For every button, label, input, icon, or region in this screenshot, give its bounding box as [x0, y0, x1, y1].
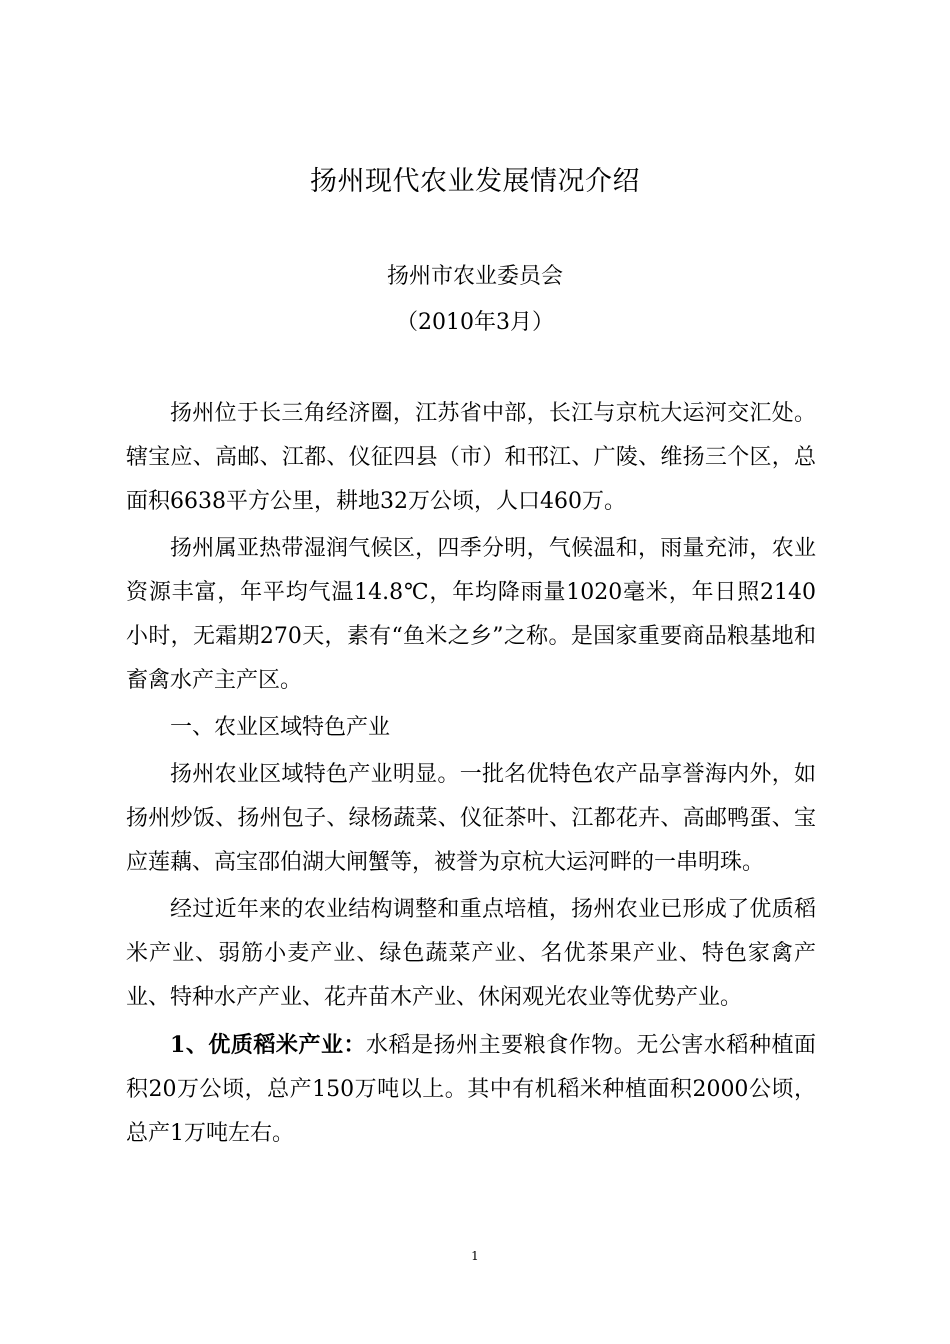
document-organization: 扬州市农业委员会 [386, 264, 563, 289]
rice-industry-text: 水稻是扬州主要粮食作物。无公害水稻种植面积20万公顷，总产150万吨以上。其中有机稻米种植面积2000公顷，总产1万吨左右。 [126, 1033, 816, 1146]
paragraph-specialty-products: 扬州农业区域特色产业明显。一批名优特色农产品享誉海内外，如扬州炒饭、扬州包子、绿杨蔬菜、仪征茶叶、江都花卉、高邮鸭蛋、宝应莲藕、高宝邵伯湖大闸蟹等，被誉为京杭大运河畔的一串明珠。 [126, 762, 816, 875]
paragraph-climate: 扬州属亚热带湿润气候区，四季分明，气候温和，雨量充沛，农业资源丰富，年平均气温14.8℃，年均降雨量1020毫米，年日照2140小时，无霜期270天，素有“鱼米之乡”之称。是国家重要商品粮基地和畜禽水产主产区。 [126, 536, 816, 693]
page-number: 1 [471, 1249, 479, 1263]
rice-industry-label: 1、优质稻米产业： [170, 1032, 367, 1058]
document-title: 扬州现代农业发展情况介绍 [310, 166, 640, 197]
paragraph-industries: 经过近年来的农业结构调整和重点培植，扬州农业已形成了优质稻米产业、弱筋小麦产业、绿色蔬菜产业、名优茶果产业、特色家禽产业、特种水产产业、花卉苗木产业、休闲观光农业等优势产业。 [126, 897, 816, 1010]
document-date: （2010年3月） [396, 310, 554, 335]
document-body [126, 392, 816, 1159]
paragraph-location: 扬州位于长三角经济圈，江苏省中部，长江与京杭大运河交汇处。辖宝应、高邮、江都、仪征四县（市）和邗江、广陵、维扬三个区，总面积6638平方公里，耕地32万公顷，人口460万。 [126, 401, 816, 514]
section-heading: 一、农业区域特色产业 [170, 715, 391, 740]
paragraph-rice-industry [126, 1023, 816, 1156]
